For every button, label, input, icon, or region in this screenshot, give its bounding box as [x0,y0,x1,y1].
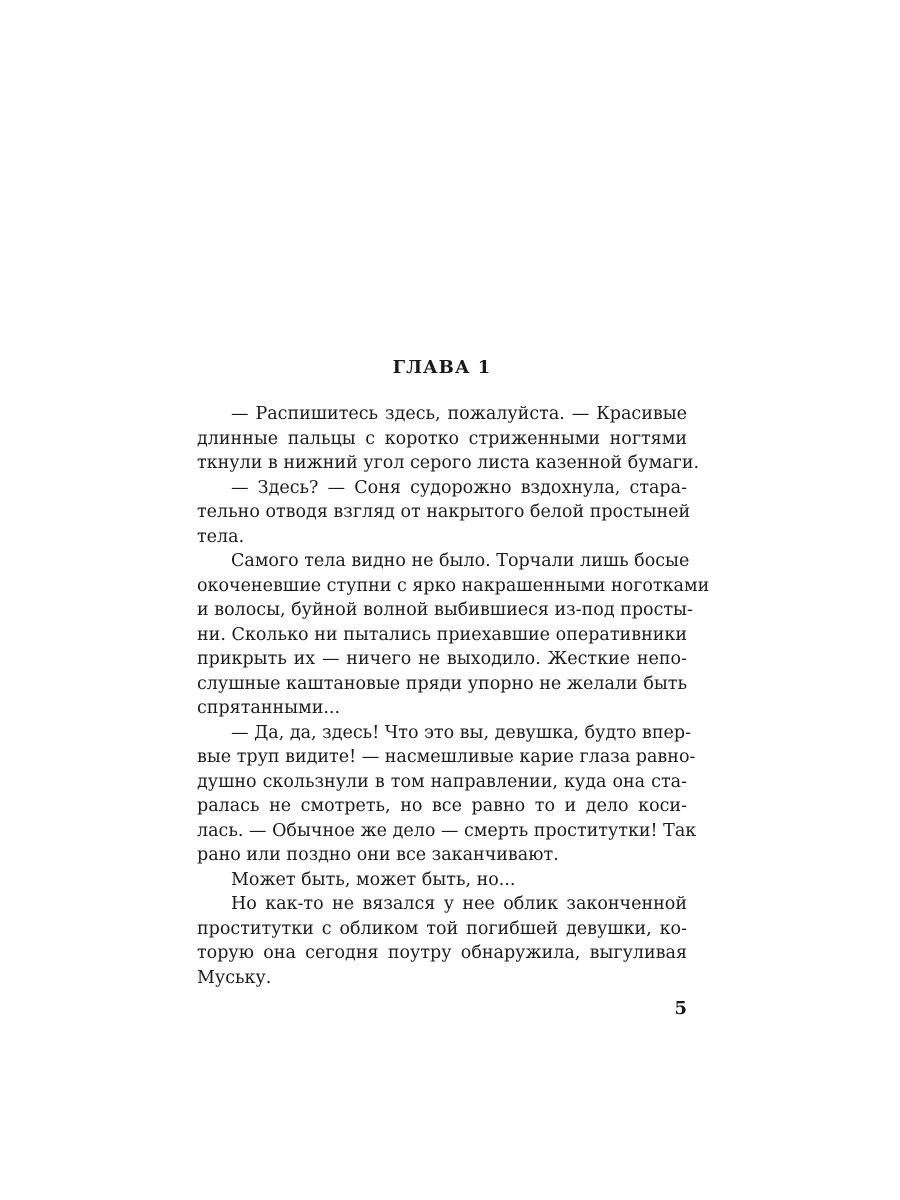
text-line: Самого тела видно не было. Торчали лишь босые [231,551,690,571]
text-line: Муську. [197,967,272,988]
text-line: торую она сегодня поутру обнаружила, выгуливая [197,943,687,963]
text-line: прикрыть их — ничего не выходило. Жесткие непо- [197,649,687,669]
text-line: слушные каштановые пряди упорно не желали быть [197,673,687,694]
text-line: рано или поздно они все заканчивают. [197,845,559,865]
text-line: ткнули в нижний угол серого листа казенной бумаги. [197,453,700,473]
text-line: — Здесь? — Соня судорожно вздохнула, стара- [231,477,687,498]
paragraph [197,402,700,476]
text-line: душно скользнули в том направлении, куда она ста- [197,771,687,792]
text-line: проститутки с обликом той погибшей девушки, ко- [197,918,687,939]
text-line: Но как-то не вязался у нее облик законченной [231,894,687,914]
text-line: тельно отводя взгляд от накрытого белой простыней [197,502,691,522]
text-line: окоченевшие ступни с ярко накрашенными ноготками [197,575,710,596]
page-number: 5 [674,998,687,1019]
paragraph [197,549,710,721]
paragraph [197,476,691,550]
text-line: и волосы, буйной волной выбившиеся из-под просты- [197,600,693,620]
text-line: — Распишитесь здесь, пожалуйста. — Красивые [231,404,687,424]
text-line: вые труп видите! — насмешливые карие глаза равно- [197,747,696,767]
text-line: — Да, да, здесь! Что это вы, девушка, будто впер- [231,722,691,743]
paragraph [197,892,687,990]
paragraph [197,868,687,893]
text-line: Может быть, может быть, но... [231,869,516,890]
text-line: ни. Сколько ни пытались приехавшие оперативники [197,624,687,645]
text-line: тела. [197,526,245,547]
chapter-body [197,402,710,990]
paragraph [197,721,697,868]
text-line: длинные пальцы с коротко стриженными ногтями [197,428,687,449]
text-line: ралась не смотреть, но все равно то и дело коси- [197,796,687,816]
text-line: спрятанными... [197,698,341,718]
text-line: лась. — Обычное же дело — смерть проститутки! Так [197,820,697,841]
chapter-title: ГЛАВА 1 [392,357,492,378]
